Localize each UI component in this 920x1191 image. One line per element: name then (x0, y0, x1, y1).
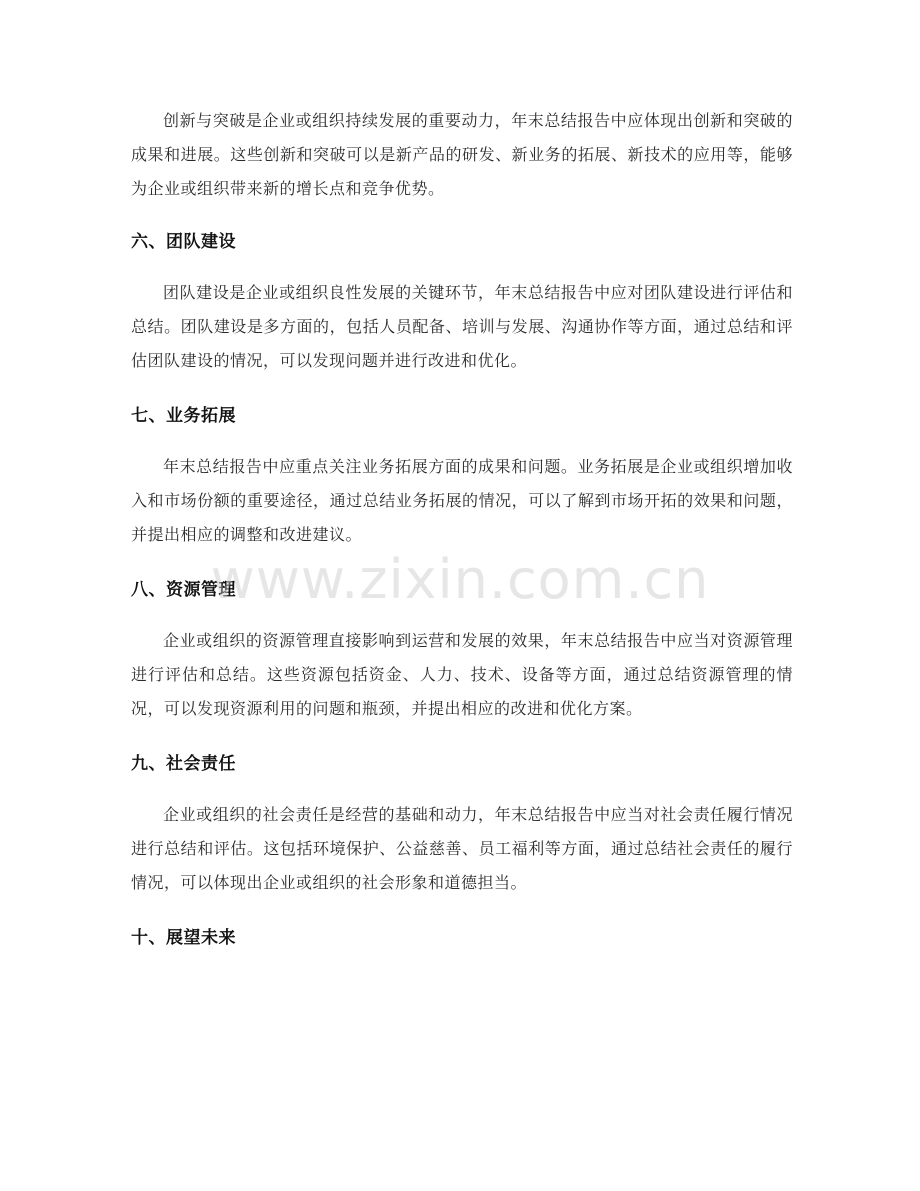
watermark-text: www.zixin.com.cn (210, 548, 710, 611)
section-heading: 七、业务拓展 (131, 406, 236, 426)
section-future-outlook (131, 924, 793, 952)
section-paragraph: 年末总结报告中应重点关注业务拓展方面的成果和问题。业务拓展是企业或组织增加收入和市场份额的重要途径，通过总结业务拓展的情况，可以了解到市场开拓的效果和问题，并提出相应的调整和改进建议。 (131, 457, 793, 544)
document-body (131, 104, 793, 972)
section-resource-management (131, 576, 793, 726)
intro-paragraph: 创新与突破是企业或组织持续发展的重要动力，年末总结报告中应体现出创新和突破的成果和进展。这些创新和突破可以是新产品的研发、新业务的拓展、新技术的应用等，能够为企业或组织带来新的增长点和竞争优势。 (131, 111, 793, 198)
section-paragraph: 企业或组织的社会责任是经营的基础和动力，年末总结报告中应当对社会责任履行情况进行总结和评估。这包括环境保护、公益慈善、员工福利等方面，通过总结社会责任的履行情况，可以体现出企业或组织的社会形象和道德担当。 (131, 805, 793, 892)
section-paragraph: 团队建设是企业或组织良性发展的关键环节，年末总结报告中应对团队建设进行评估和总结。团队建设是多方面的，包括人员配备、培训与发展、沟通协作等方面，通过总结和评估团队建设的情况，可以发现问题并进行改进和优化。 (131, 283, 793, 370)
section-heading: 八、资源管理 (131, 580, 236, 600)
section-social-responsibility (131, 750, 793, 900)
section-heading: 十、展望未来 (131, 928, 236, 948)
section-business-expansion (131, 402, 793, 552)
section-heading: 九、社会责任 (131, 754, 236, 774)
section-paragraph: 企业或组织的资源管理直接影响到运营和发展的效果，年末总结报告中应当对资源管理进行评估和总结。这些资源包括资金、人力、技术、设备等方面，通过总结资源管理的情况，可以发现资源利用的问题和瓶颈，并提出相应的改进和优化方案。 (131, 631, 793, 718)
section-team-building (131, 228, 793, 378)
section-heading: 六、团队建设 (131, 232, 236, 252)
